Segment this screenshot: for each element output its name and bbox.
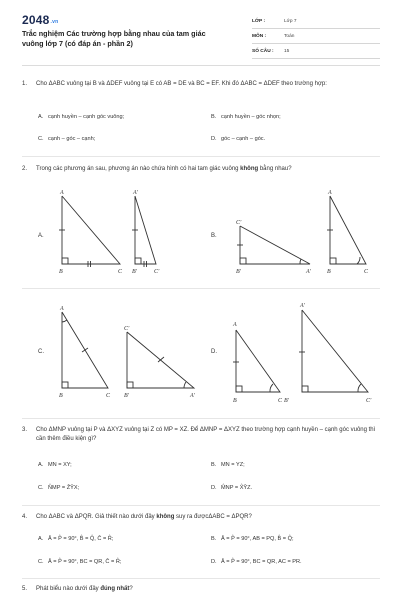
- triangle-a1b1c1: [302, 310, 368, 392]
- option-c[interactable]: [38, 136, 95, 142]
- question-text-part: ?: [129, 586, 133, 592]
- question-text-emphasis: không: [240, 166, 259, 172]
- option-label: B.: [211, 462, 217, 468]
- vertex-label: B: [59, 269, 63, 275]
- angle-arc: [357, 257, 360, 264]
- option-d[interactable]: [211, 485, 252, 491]
- option-c[interactable]: C.: [38, 349, 44, 355]
- vertex-label: C': [124, 326, 130, 332]
- vertex-label: B: [59, 393, 63, 399]
- vertex-label: B: [233, 398, 237, 404]
- question-text-emphasis: không: [156, 514, 175, 520]
- vertex-label: C: [118, 269, 123, 275]
- vertex-label: B': [124, 393, 129, 399]
- option-label: C.: [38, 559, 44, 565]
- vertex-label: A': [306, 269, 311, 275]
- vertex-label: A: [60, 306, 64, 312]
- vertex-label: A': [190, 393, 195, 399]
- question-text: [36, 513, 382, 522]
- header-divider: [22, 65, 380, 66]
- logo-text: 2048: [22, 13, 50, 27]
- question-number: 5.: [22, 586, 28, 592]
- right-angle-mark: [135, 258, 141, 264]
- option-d[interactable]: D.: [211, 349, 217, 355]
- vertex-label: B': [132, 269, 137, 275]
- right-angle-mark: [127, 382, 133, 388]
- question-4: [22, 513, 382, 522]
- option-label: D.: [211, 559, 217, 565]
- option-label: D.: [211, 136, 217, 142]
- meta-label: MÔN :: [252, 33, 267, 39]
- option-text: Â = P̂ = 90°, BC = QR, AC = PR.: [221, 559, 302, 565]
- triangle-a1b1c1: [240, 226, 310, 264]
- option-a[interactable]: [38, 536, 113, 542]
- right-angle-mark: [62, 258, 68, 264]
- option-label: C.: [38, 485, 44, 491]
- question-text-part: bằng nhau?: [258, 166, 292, 172]
- question-text: Cho ΔABC vuông tại B và ΔDEF vuông tại E có AB = DE và BC = EF. Khi đó ΔABC = ΔDEF theo trường hợp:: [36, 81, 327, 87]
- option-label: A.: [38, 536, 44, 542]
- site-logo[interactable]: [22, 13, 58, 27]
- right-angle-mark: [236, 386, 242, 392]
- meta-info: [252, 14, 380, 59]
- option-a[interactable]: A.: [38, 233, 44, 239]
- vertex-label: C: [278, 398, 283, 404]
- option-label: B.: [211, 114, 217, 120]
- triangle-abc: [62, 196, 120, 264]
- vertex-label: B: [327, 269, 331, 275]
- option-label: D.: [211, 485, 217, 491]
- option-b[interactable]: [211, 462, 245, 468]
- angle-arc: [62, 320, 67, 322]
- vertex-label: A': [133, 190, 138, 196]
- option-text: M̂NP = X̂ŶZ.: [221, 485, 253, 491]
- vertex-label: C': [366, 398, 372, 404]
- right-angle-mark: [240, 258, 246, 264]
- option-a[interactable]: [38, 114, 124, 120]
- vertex-label: C': [236, 220, 242, 226]
- figure-b: [228, 186, 378, 278]
- option-b[interactable]: [211, 114, 281, 120]
- meta-row-subject: [252, 29, 380, 44]
- option-text: MN = XY;: [48, 462, 72, 468]
- option-label: A.: [38, 114, 44, 120]
- question-number: 4.: [22, 514, 28, 520]
- meta-label: SỐ CÂU :: [252, 48, 274, 54]
- option-text: Â = P̂ = 90°, AB = PQ, B̂ = Q̂;: [221, 536, 294, 542]
- title-line-2: vuông lớp 7 (có đáp án - phần 2): [22, 38, 133, 48]
- option-text: cạnh huyền – cạnh góc vuông;: [48, 114, 125, 120]
- right-angle-mark: [330, 258, 336, 264]
- figure-c: [52, 302, 202, 404]
- angle-arc: [300, 259, 301, 264]
- figure-row-separator: [22, 288, 380, 289]
- question-text-emphasis: đúng nhất: [100, 586, 130, 592]
- right-angle-mark: [62, 382, 68, 388]
- vertex-label: B': [236, 269, 241, 275]
- question-text: [36, 165, 382, 174]
- vertex-label: A: [328, 190, 332, 196]
- right-angle-mark: [302, 386, 308, 392]
- option-text: cạnh – góc – cạnh;: [48, 136, 96, 142]
- option-c[interactable]: [38, 559, 121, 565]
- triangle-a1b1c1: [135, 196, 156, 264]
- option-d[interactable]: [211, 136, 265, 142]
- option-text: N̂MP = ẐŶX;: [48, 485, 80, 491]
- question-separator: [22, 505, 380, 506]
- angle-arc: [358, 384, 361, 392]
- question-text-part: Phát biểu nào dưới đây: [36, 586, 101, 592]
- question-text: Cho ΔMNP vuông tại P và ΔXYZ vuông tại Z có MP = XZ. Để ΔMNP = ΔXYZ theo trường hợp cạnh huyền – cạnh góc vuông thì cần thêm điều kiện gì?: [36, 427, 376, 442]
- option-c[interactable]: [38, 485, 79, 491]
- meta-label: LỚP :: [252, 18, 266, 24]
- question-separator: [22, 418, 380, 419]
- option-text: Â = P̂ = 90°, BC = QR, Ĉ = R̂;: [48, 559, 122, 565]
- vertex-label: A: [233, 322, 237, 328]
- meta-row-class: [252, 14, 380, 29]
- question-number: 2.: [22, 166, 28, 172]
- vertex-label: B': [284, 398, 289, 404]
- option-text: góc – cạnh – góc.: [221, 136, 266, 142]
- option-text: MN = YZ;: [221, 462, 245, 468]
- question-3: [22, 426, 382, 444]
- angle-arc: [270, 384, 273, 392]
- question-number: 1.: [22, 81, 28, 87]
- tick-mark: [158, 357, 164, 362]
- meta-value: Lớp 7: [284, 18, 297, 24]
- question-1: [22, 80, 382, 89]
- figure-a: [52, 186, 162, 278]
- vertex-label: C: [364, 269, 369, 275]
- option-label: A.: [38, 462, 44, 468]
- header: [0, 0, 400, 62]
- option-label: C.: [38, 136, 44, 142]
- vertex-label: C': [154, 269, 160, 275]
- question-number: 3.: [22, 427, 28, 433]
- question-5: [22, 585, 382, 594]
- page-title: [22, 29, 232, 48]
- angle-arc: [184, 382, 186, 388]
- option-a[interactable]: [38, 462, 72, 468]
- option-d[interactable]: [211, 559, 302, 565]
- vertex-label: A': [300, 303, 305, 309]
- question-text-part: Cho ΔABC và ΔPQR. Giả thiết nào dưới đây: [36, 514, 157, 520]
- tick-mark: [82, 348, 88, 352]
- question-text: [36, 585, 382, 594]
- vertex-label: A: [60, 190, 64, 196]
- option-b[interactable]: [211, 536, 294, 542]
- option-text: cạnh huyền – góc nhọn;: [221, 114, 281, 120]
- option-label: B.: [211, 536, 217, 542]
- meta-row-count: [252, 44, 380, 59]
- option-b[interactable]: B.: [211, 233, 217, 239]
- question-text-part: Trong các phương án sau, phương án nào chứa hình có hai tam giác vuông: [36, 166, 241, 172]
- logo-suffix: .vn: [50, 19, 59, 25]
- option-text: Â = P̂ = 90°, B̂ = Q̂, Ĉ = R̂;: [48, 536, 114, 542]
- question-separator: [22, 156, 380, 157]
- question-2: [22, 165, 382, 174]
- question-text-part: suy ra đượcΔABC = ΔPQR?: [174, 514, 252, 520]
- title-line-1: Trắc nghiệm Các trường hợp bằng nhau của tam giác: [22, 29, 206, 38]
- triangle-abc: [236, 330, 280, 392]
- figure-d: [228, 296, 378, 410]
- vertex-label: C: [106, 393, 111, 399]
- question-separator: [22, 578, 380, 579]
- meta-value: 15: [284, 48, 290, 54]
- triangle-abc: [330, 196, 366, 264]
- meta-value: Toán: [284, 33, 295, 39]
